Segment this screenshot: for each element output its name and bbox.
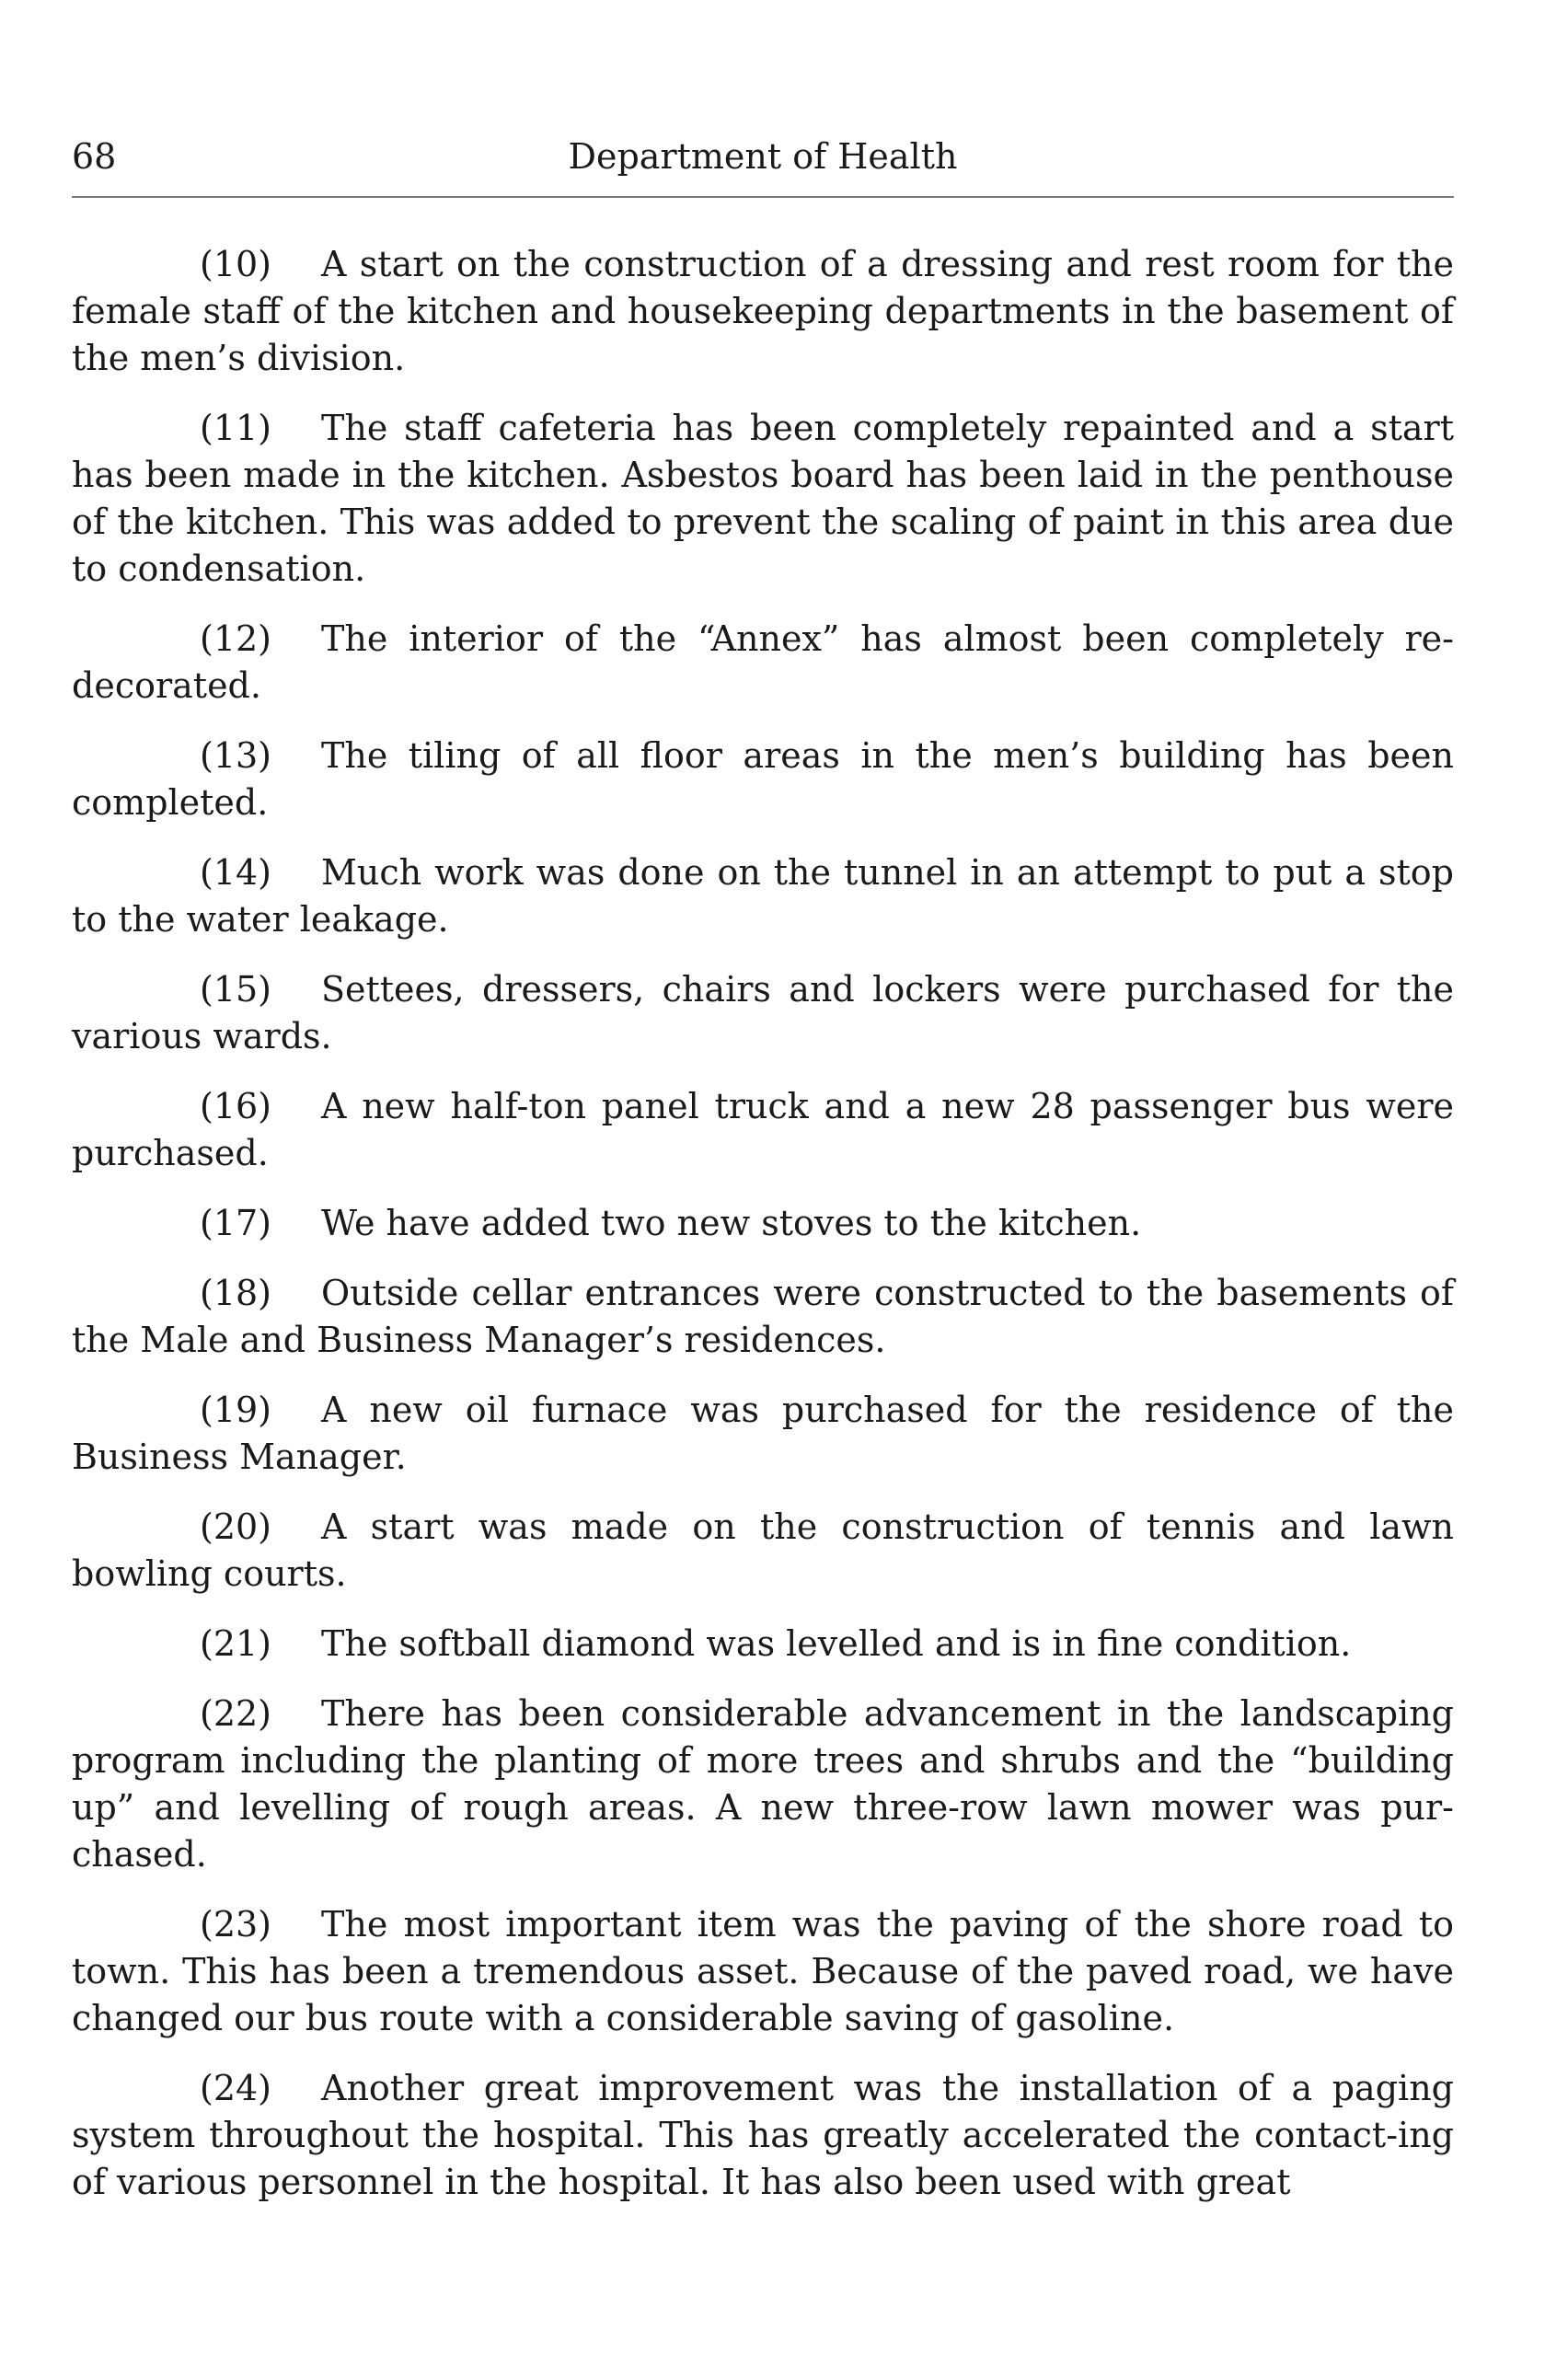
- body-text: [72, 241, 1454, 2229]
- paragraph-16: [72, 1083, 1454, 1177]
- item-text: The interior of the “Annex” has almost been completely re-decorated.: [72, 618, 1454, 706]
- item-number: (14): [200, 852, 272, 893]
- item-number: (24): [200, 2068, 272, 2108]
- paragraph-15: [72, 966, 1454, 1060]
- item-number: (23): [200, 1904, 272, 1945]
- paragraph-23: [72, 1901, 1454, 2042]
- paragraph-21: [72, 1621, 1454, 1668]
- header-rule: [72, 196, 1454, 198]
- item-text: The tiling of all floor areas in the men’s building has been completed.: [72, 735, 1454, 823]
- page-number: 68: [72, 136, 117, 177]
- paragraph-19: [72, 1387, 1454, 1481]
- item-text: We have added two new stoves to the kitchen.: [321, 1203, 1142, 1243]
- page-header: [72, 129, 1454, 184]
- item-number: (15): [200, 969, 272, 1010]
- paragraph-17: [72, 1200, 1454, 1247]
- item-number: (19): [200, 1390, 272, 1430]
- item-text: There has been considerable advancement in the landscaping program including the planting of more trees and shrubs and the “building up” and levelling of rough areas. A new three-row lawn mower was pur-chased.: [72, 1693, 1454, 1875]
- item-text: A start on the construction of a dressing and rest room for the female staff of the kitchen and housekeeping departments in the basement of the men’s division.: [72, 244, 1454, 378]
- paragraph-20: [72, 1504, 1454, 1598]
- item-text: Outside cellar entrances were constructed to the basements of the Male and Business Manager’s residences.: [72, 1273, 1454, 1360]
- item-number: (18): [200, 1273, 272, 1313]
- item-text: A new oil furnace was purchased for the residence of the Business Manager.: [72, 1390, 1454, 1477]
- item-text: Much work was done on the tunnel in an attempt to put a stop to the water leakage.: [72, 852, 1454, 940]
- item-text: Another great improvement was the installation of a paging system throughout the hospital. This has greatly accelerated the contact-ing of various personnel in the hospital. It has also been used with great: [72, 2068, 1454, 2202]
- item-number: (21): [200, 1623, 272, 1664]
- paragraph-10: [72, 241, 1454, 382]
- paragraph-22: [72, 1691, 1454, 1878]
- item-text: Settees, dressers, chairs and lockers were purchased for the various wards.: [72, 969, 1454, 1056]
- item-text: The most important item was the paving of the shore road to town. This has been a tremendous asset. Because of the paved road, we have changed our bus route with a considerable saving of gasoline.: [72, 1904, 1454, 2038]
- item-number: (13): [200, 735, 272, 776]
- paragraph-24: [72, 2065, 1454, 2206]
- item-number: (22): [200, 1693, 272, 1734]
- item-number: (12): [200, 618, 272, 659]
- item-number: (10): [200, 244, 272, 284]
- item-text: A start was made on the construction of tennis and lawn bowling courts.: [72, 1506, 1454, 1594]
- running-head-title: Department of Health: [568, 136, 958, 177]
- paragraph-14: [72, 849, 1454, 943]
- paragraph-11: [72, 405, 1454, 593]
- paragraph-12: [72, 616, 1454, 710]
- paragraph-13: [72, 733, 1454, 826]
- paragraph-18: [72, 1270, 1454, 1364]
- item-number: (16): [200, 1086, 272, 1126]
- item-text: A new half-ton panel truck and a new 28 passenger bus were purchased.: [72, 1086, 1454, 1173]
- item-number: (11): [200, 408, 272, 448]
- item-text: The softball diamond was levelled and is in fine condition.: [321, 1623, 1352, 1664]
- item-number: (20): [200, 1506, 272, 1547]
- item-number: (17): [200, 1203, 272, 1243]
- item-text: The staff cafeteria has been completely repainted and a start has been made in the kitchen. Asbestos board has been laid in the penthouse of the kitchen. This was added to prevent the scaling of paint in this area due to condensation.: [72, 408, 1454, 589]
